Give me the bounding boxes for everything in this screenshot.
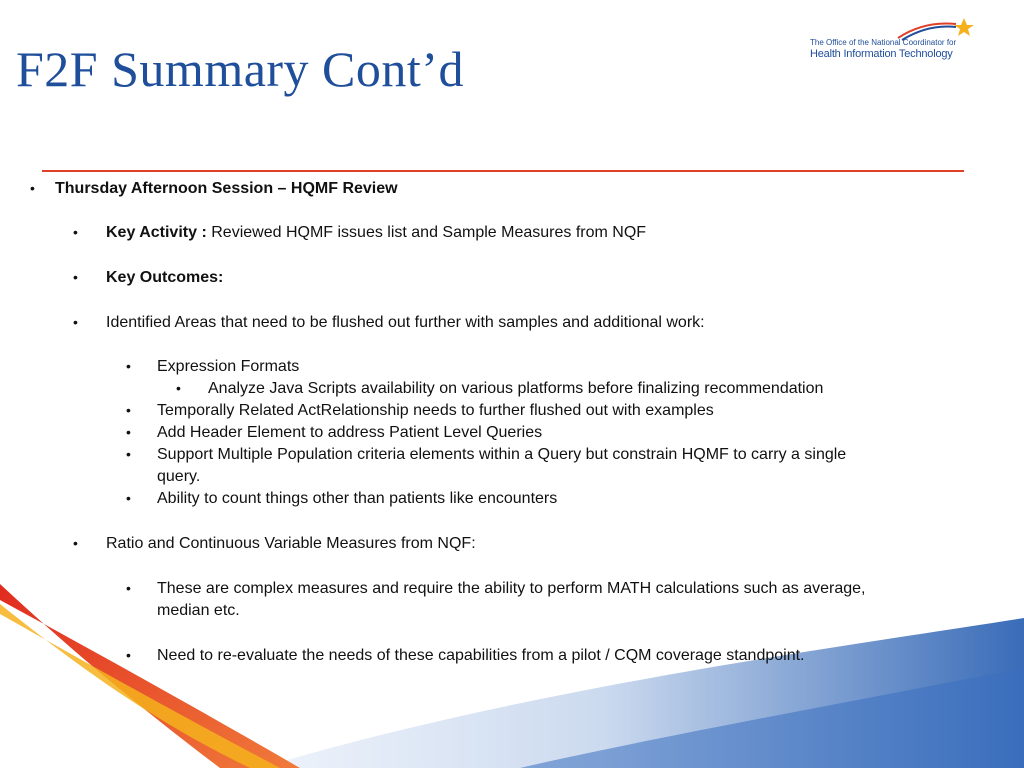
ratio-measures-text: Ratio and Continuous Variable Measures from NQF: [106,535,476,552]
onc-logo [806,16,976,66]
add-header-item: Add Header Element to address Patient Level Queries [157,424,543,441]
key-activity-text: Reviewed HQMF issues list and Sample Measures from NQF [211,224,647,241]
expression-formats-item: Expression Formats [157,358,300,375]
bullet: • [73,269,78,285]
bullet: • [176,380,181,396]
bullet: • [73,314,78,330]
bullet: • [126,647,131,663]
bullet: • [30,180,35,196]
key-activity-label: Key Activity : [106,224,207,241]
key-outcomes-label: Key Outcomes: [106,269,224,286]
logo-line-1: The Office of the National Coordinator for [810,38,957,47]
slide-title: F2F Summary Cont’d [16,41,464,97]
title-divider [42,170,964,172]
support-multiple-item: Support Multiple Population criteria elements within a Query but constrain HQMF to carry a single [157,446,847,463]
bullet: • [73,535,78,551]
bullet: • [73,224,78,240]
bullet: • [126,490,131,506]
logo-line-2: Health Information Technology [810,48,953,60]
bullet: • [126,402,131,418]
analyze-java-item: Analyze Java Scripts availability on various platforms before finalizing recommendation [208,380,824,397]
session-heading: Thursday Afternoon Session – HQMF Review [55,180,398,197]
complex-measures-item: These are complex measures and require the ability to perform MATH calculations such as average, [157,580,866,597]
bullet: • [126,358,131,374]
bullet: • [126,446,131,462]
complex-measures-item-cont: median etc. [157,602,240,619]
support-multiple-item-cont: query. [157,468,201,485]
identified-areas-text: Identified Areas that need to be flushed out further with samples and additional work: [106,314,705,331]
temporally-related-item: Temporally Related ActRelationship needs to further flushed out with examples [157,402,714,419]
reevaluate-item: Need to re-evaluate the needs of these capabilities from a pilot / CQM coverage standpoint. [157,647,805,664]
ability-count-item: Ability to count things other than patients like encounters [157,490,558,507]
bullet: • [126,424,131,440]
key-activity-line [106,223,646,243]
bullet: • [126,580,131,596]
